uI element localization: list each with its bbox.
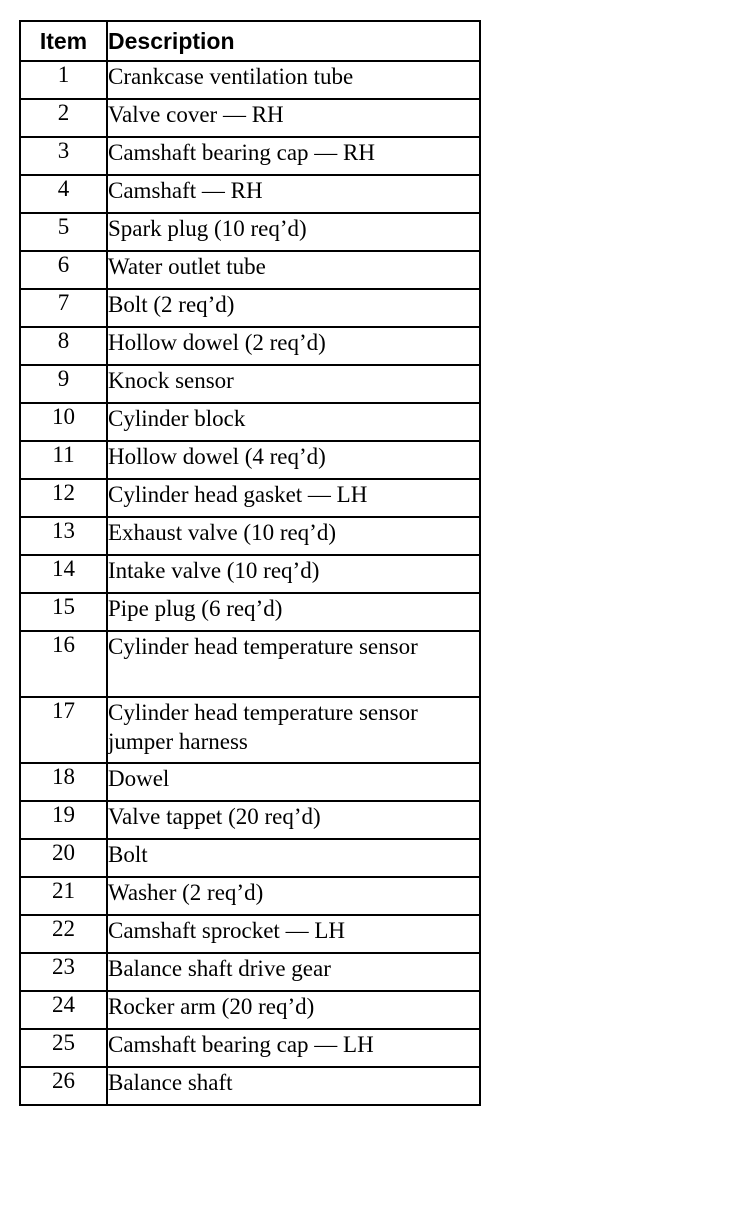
item-description: Camshaft sprocket — LH [107, 915, 480, 953]
table-row [20, 697, 480, 763]
item-number: 5 [20, 213, 107, 251]
item-description: Pipe plug (6 req’d) [107, 593, 480, 631]
item-number: 26 [20, 1067, 107, 1105]
item-number: 14 [20, 555, 107, 593]
item-number: 15 [20, 593, 107, 631]
table-row [20, 763, 480, 801]
item-description: Bolt [107, 839, 480, 877]
item-description: Cylinder block [107, 403, 480, 441]
item-description: Washer (2 req’d) [107, 877, 480, 915]
item-number: 24 [20, 991, 107, 1029]
item-number: 4 [20, 175, 107, 213]
item-number: 6 [20, 251, 107, 289]
parts-table [19, 20, 481, 1106]
item-description: Balance shaft [107, 1067, 480, 1105]
item-number: 1 [20, 61, 107, 99]
item-description: Valve cover — RH [107, 99, 480, 137]
item-description: Cylinder head temperature sensor jumper harness [107, 697, 480, 763]
table-row [20, 289, 480, 327]
table-row [20, 915, 480, 953]
table-row [20, 555, 480, 593]
item-description: Knock sensor [107, 365, 480, 403]
table-row [20, 1029, 480, 1067]
item-number: 3 [20, 137, 107, 175]
item-description: Hollow dowel (4 req’d) [107, 441, 480, 479]
item-number: 20 [20, 839, 107, 877]
item-description: Camshaft bearing cap — LH [107, 1029, 480, 1067]
item-description: Cylinder head temperature sensor [107, 631, 480, 697]
table-row [20, 801, 480, 839]
item-description: Dowel [107, 763, 480, 801]
item-number: 12 [20, 479, 107, 517]
item-number: 19 [20, 801, 107, 839]
item-number: 22 [20, 915, 107, 953]
item-description: Crankcase ventilation tube [107, 61, 480, 99]
table-row [20, 631, 480, 697]
table-row [20, 593, 480, 631]
table-row [20, 99, 480, 137]
table-row [20, 877, 480, 915]
item-number: 25 [20, 1029, 107, 1067]
item-description: Valve tappet (20 req’d) [107, 801, 480, 839]
table-row [20, 175, 480, 213]
table-row [20, 365, 480, 403]
table-row [20, 441, 480, 479]
item-description: Camshaft bearing cap — RH [107, 137, 480, 175]
item-description: Water outlet tube [107, 251, 480, 289]
item-description: Spark plug (10 req’d) [107, 213, 480, 251]
item-description: Exhaust valve (10 req’d) [107, 517, 480, 555]
item-description: Cylinder head gasket — LH [107, 479, 480, 517]
table-row [20, 839, 480, 877]
table-body [20, 61, 480, 1105]
item-description: Balance shaft drive gear [107, 953, 480, 991]
table-row [20, 403, 480, 441]
header-row [20, 21, 480, 61]
table-row [20, 251, 480, 289]
table-row [20, 61, 480, 99]
table-row [20, 1067, 480, 1105]
description-column-header: Description [107, 21, 480, 61]
item-number: 9 [20, 365, 107, 403]
item-number: 11 [20, 441, 107, 479]
item-number: 2 [20, 99, 107, 137]
item-number: 8 [20, 327, 107, 365]
table-row [20, 517, 480, 555]
item-number: 7 [20, 289, 107, 327]
item-number: 18 [20, 763, 107, 801]
item-number: 17 [20, 697, 107, 763]
item-number: 16 [20, 631, 107, 697]
table-row [20, 327, 480, 365]
item-column-header: Item [20, 21, 107, 61]
item-description: Camshaft — RH [107, 175, 480, 213]
item-description: Intake valve (10 req’d) [107, 555, 480, 593]
item-number: 13 [20, 517, 107, 555]
table-row [20, 213, 480, 251]
item-number: 23 [20, 953, 107, 991]
table-row [20, 137, 480, 175]
item-description: Hollow dowel (2 req’d) [107, 327, 480, 365]
item-number: 21 [20, 877, 107, 915]
table-row [20, 953, 480, 991]
item-description: Bolt (2 req’d) [107, 289, 480, 327]
item-description: Rocker arm (20 req’d) [107, 991, 480, 1029]
table-row [20, 991, 480, 1029]
table-row [20, 479, 480, 517]
item-number: 10 [20, 403, 107, 441]
